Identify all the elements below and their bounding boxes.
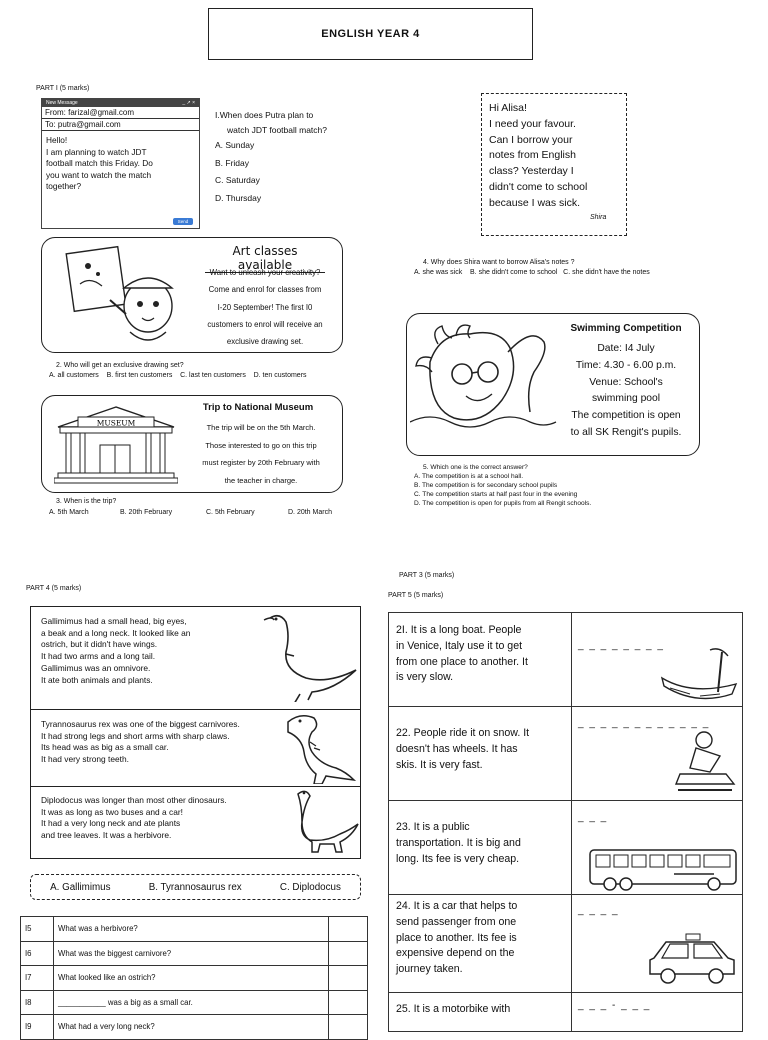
answer-cell[interactable] <box>329 941 368 966</box>
option: B. Friday <box>215 157 250 168</box>
question-number: I5 <box>21 917 54 942</box>
text-line: I-20 September! The first I0 <box>217 302 313 312</box>
text-line: a beak and a long neck. It looked like an <box>41 627 191 638</box>
question-number: I6 <box>21 941 54 966</box>
text-line: place to another. Its fee is <box>396 931 517 944</box>
answer-cell[interactable] <box>329 966 368 991</box>
gallimimus-illustration <box>262 610 358 702</box>
part5-label: PART 5 (5 marks) <box>388 592 444 599</box>
question-number: I8 <box>21 990 54 1015</box>
text-line: Tyrannosaurus rex was one of the biggest carnivores. <box>41 719 240 729</box>
text-line: in Venice, Italy use it to get <box>396 639 523 652</box>
text-line: 22. People ride it on snow. It <box>396 727 530 739</box>
text-line: It had strong legs and short arms with sharp claws. <box>41 730 230 741</box>
text-line: is very slow. <box>396 671 454 684</box>
text-line: to all SK Rengit's pupils. <box>570 426 682 438</box>
choice-option: A. Gallimimus <box>50 881 111 893</box>
answer-blank[interactable]: _ _ _ - _ _ _ <box>578 1000 651 1011</box>
option: B. The competition is for secondary school pupils <box>414 481 558 489</box>
question-1 <box>215 108 355 207</box>
part5-question-24 <box>396 899 517 978</box>
text-line: long. Its fee is very cheap. <box>396 852 520 865</box>
worksheet-title: ENGLISH YEAR 4 <box>208 8 533 60</box>
museum-sign: MUSEUM <box>96 418 136 428</box>
question-3-option: D. 20th March <box>288 509 332 516</box>
email-from: From: farizal@gmail.com <box>42 107 199 119</box>
text-line: It was as long as two buses and a car! <box>41 806 183 817</box>
part5-question-23 <box>396 820 521 867</box>
gondola-boat-illustration <box>660 648 740 704</box>
swimming-competition-title: Swimming Competition <box>570 323 682 334</box>
question-text: What had a very long neck? <box>54 1015 329 1040</box>
send-button: Send <box>173 218 193 225</box>
art-classes-text <box>193 264 337 350</box>
swimming-competition-text <box>556 341 696 442</box>
question-text: What was a herbivore? <box>54 917 329 942</box>
text-line: Diplodocus was longer than most other dinosaurs. <box>41 795 227 805</box>
text-line: skis. It is very fast. <box>396 758 483 771</box>
bus-illustration <box>588 846 738 894</box>
question-2-options: A. all customers B. first ten customers C. last ten customers D. ten customers <box>49 372 307 379</box>
question-2-text: 2. Who will get an exclusive drawing set? <box>56 362 184 369</box>
question-5 <box>423 464 528 473</box>
option: A. The competition is at a school hall. <box>414 473 524 480</box>
text-line: It had very strong teeth. <box>41 754 129 765</box>
text-line: 25. It is a motorbike with <box>396 1003 511 1015</box>
email-window-title: New Message <box>46 100 78 106</box>
email-body-line: I am planning to watch JDT <box>46 146 147 157</box>
text-line: expensive depend on the <box>396 947 515 960</box>
text-line: Come and enrol for classes from <box>208 285 322 295</box>
divider <box>388 992 743 993</box>
text-line: It had a very long neck and ate plants <box>41 818 181 829</box>
text-line: The trip will be on the 5th March. <box>206 423 316 432</box>
option: C. Saturday <box>215 175 260 185</box>
taxi-illustration <box>646 930 738 986</box>
answer-blank[interactable]: _ _ _ _ _ _ _ _ _ _ _ _ <box>578 718 710 729</box>
dinosaur-choices <box>30 874 361 900</box>
question-4-options: A. she was sick B. she didn't come to school C. she didn't have the notes <box>414 269 650 276</box>
email-body-line: Hello! <box>46 135 68 145</box>
museum-building-illustration <box>54 405 178 487</box>
note-signature: Shira <box>590 214 607 221</box>
option: D. Thursday <box>215 192 262 203</box>
text-line: doesn't has wheels. It has <box>396 742 518 755</box>
question-5-options <box>414 473 591 509</box>
divider <box>388 800 743 801</box>
swimmer-illustration <box>410 322 558 440</box>
question-4-text: 4. Why does Shira want to borrow Alisa's notes ? <box>423 259 575 266</box>
question-text: I.When does Putra plan to <box>215 110 314 120</box>
question-text: ___________ was a big as a small car. <box>54 990 329 1015</box>
tyrannosaurus-passage <box>41 719 240 766</box>
choice-option: C. Diplodocus <box>279 881 341 893</box>
text-line: because I was sick. <box>489 196 581 209</box>
text-line: The competition is open <box>571 410 681 422</box>
text-line: Want to unleash your creativity? <box>209 268 321 277</box>
text-line: and tree leaves. It was a herbivore. <box>41 830 172 841</box>
table-row <box>21 966 368 991</box>
answer-blank[interactable]: _ _ _ _ <box>578 905 620 916</box>
part5-question-21 <box>396 623 528 686</box>
text-line: Time: 4.30 - 6.00 p.m. <box>575 359 677 371</box>
museum-trip-title: Trip to National Museum <box>202 402 314 413</box>
email-to: To: putra@gmail.com <box>42 119 199 131</box>
painter-illustration <box>60 244 190 349</box>
answer-blank[interactable]: _ _ _ _ _ _ _ _ <box>578 640 665 651</box>
text-line: 2I. It is a long boat. People <box>396 624 522 636</box>
museum-trip-text <box>185 419 337 489</box>
text-line: 24. It is a car that helps to <box>396 900 518 912</box>
snowmobile-illustration <box>674 730 736 796</box>
text-line: It had two arms and a long tail. <box>41 651 156 662</box>
question-3-option: C. 5th February <box>206 509 255 516</box>
choice-option: B. Tyrannosaurus rex <box>148 881 242 893</box>
divider <box>388 706 743 707</box>
question-5-text: 5. Which one is the correct answer? <box>423 464 528 471</box>
question-text: What was the biggest carnivore? <box>54 941 329 966</box>
question-number: I9 <box>21 1015 54 1040</box>
text-line: exclusive drawing set. <box>226 337 304 347</box>
text-line: Gallimimus was an omnivore. <box>41 662 151 673</box>
divider <box>30 709 361 710</box>
text-line: notes from English <box>489 149 576 162</box>
text-line: must register by 20th February with <box>202 458 320 467</box>
text-line: I need your favour. <box>489 117 576 130</box>
text-line: Its head was as big as a small car. <box>41 742 169 753</box>
email-window <box>41 98 200 229</box>
answer-cell[interactable] <box>329 917 368 942</box>
text-line: class? Yesterday I <box>489 165 574 178</box>
part3-label: PART 3 (5 marks) <box>399 572 455 579</box>
email-body-line: together? <box>46 181 82 191</box>
divider <box>571 612 572 1032</box>
text-line: Those interested to go on this trip <box>205 440 317 450</box>
diplodocus-illustration <box>284 788 360 856</box>
text-line: journey taken. <box>396 963 463 976</box>
divider <box>388 894 743 895</box>
text-line: Venue: School's <box>589 376 663 388</box>
table-row <box>21 941 368 966</box>
answer-blank[interactable]: _ _ _ <box>578 812 608 823</box>
table-row <box>21 917 368 942</box>
email-body-line: football match this Friday. Do <box>46 158 153 168</box>
part4-label: PART 4 (5 marks) <box>26 585 82 592</box>
diplodocus-passage <box>41 795 227 842</box>
tyrannosaurus-illustration <box>282 712 358 784</box>
text-line: Can I borrow your <box>489 133 573 146</box>
text-line: 23. It is a public <box>396 821 470 833</box>
part1-label: PART I (5 marks) <box>36 85 90 92</box>
part5-question-25 <box>396 1002 510 1018</box>
text-line: didn't come to school <box>489 180 588 193</box>
gallimimus-passage <box>41 616 190 686</box>
table-row <box>21 990 368 1015</box>
question-3-text: 3. When is the trip? <box>56 498 117 505</box>
question-3-option: A. 5th March <box>49 509 89 516</box>
part5-question-22 <box>396 726 529 773</box>
option: D. The competition is open for pupils from all Rengit schools. <box>414 499 592 507</box>
question-text: What looked like an ostrich? <box>54 966 329 991</box>
text-line: Gallimimus had a small head, big eyes, <box>41 616 187 626</box>
table-row <box>21 1015 368 1040</box>
text-line: Hi Alisa! <box>489 102 527 114</box>
text-line: customers to enrol will receive an <box>207 319 323 329</box>
text-line: send passenger from one <box>396 915 517 928</box>
option: C. The competition starts at half past four in the evening <box>414 490 578 498</box>
text-line: ostrich, but it didn't have wings. <box>41 639 158 650</box>
option: A. Sunday <box>215 140 255 150</box>
question-number: I7 <box>21 966 54 991</box>
text-line: from one place to another. It <box>396 655 528 668</box>
text-line: swimming pool <box>591 393 661 405</box>
question-text: watch JDT football match? <box>227 124 327 135</box>
text-line: transportation. It is big and <box>396 836 521 849</box>
text-line: It ate both animals and plants. <box>41 674 153 685</box>
text-line: the teacher in charge. <box>224 475 298 485</box>
email-body-line: you want to watch the match <box>46 169 152 180</box>
part4-answer-table <box>20 916 368 1040</box>
window-controls-icon: _ ↗ × <box>182 100 195 106</box>
divider <box>30 786 361 787</box>
email-title-bar <box>42 99 199 107</box>
text-line: Date: I4 July <box>597 343 655 354</box>
answer-cell[interactable] <box>329 990 368 1015</box>
note-text <box>489 101 623 212</box>
art-classes-title: Art classes available <box>205 244 325 273</box>
answer-cell[interactable] <box>329 1015 368 1040</box>
email-body <box>42 131 199 197</box>
question-3-option: B. 20th February <box>120 509 173 516</box>
